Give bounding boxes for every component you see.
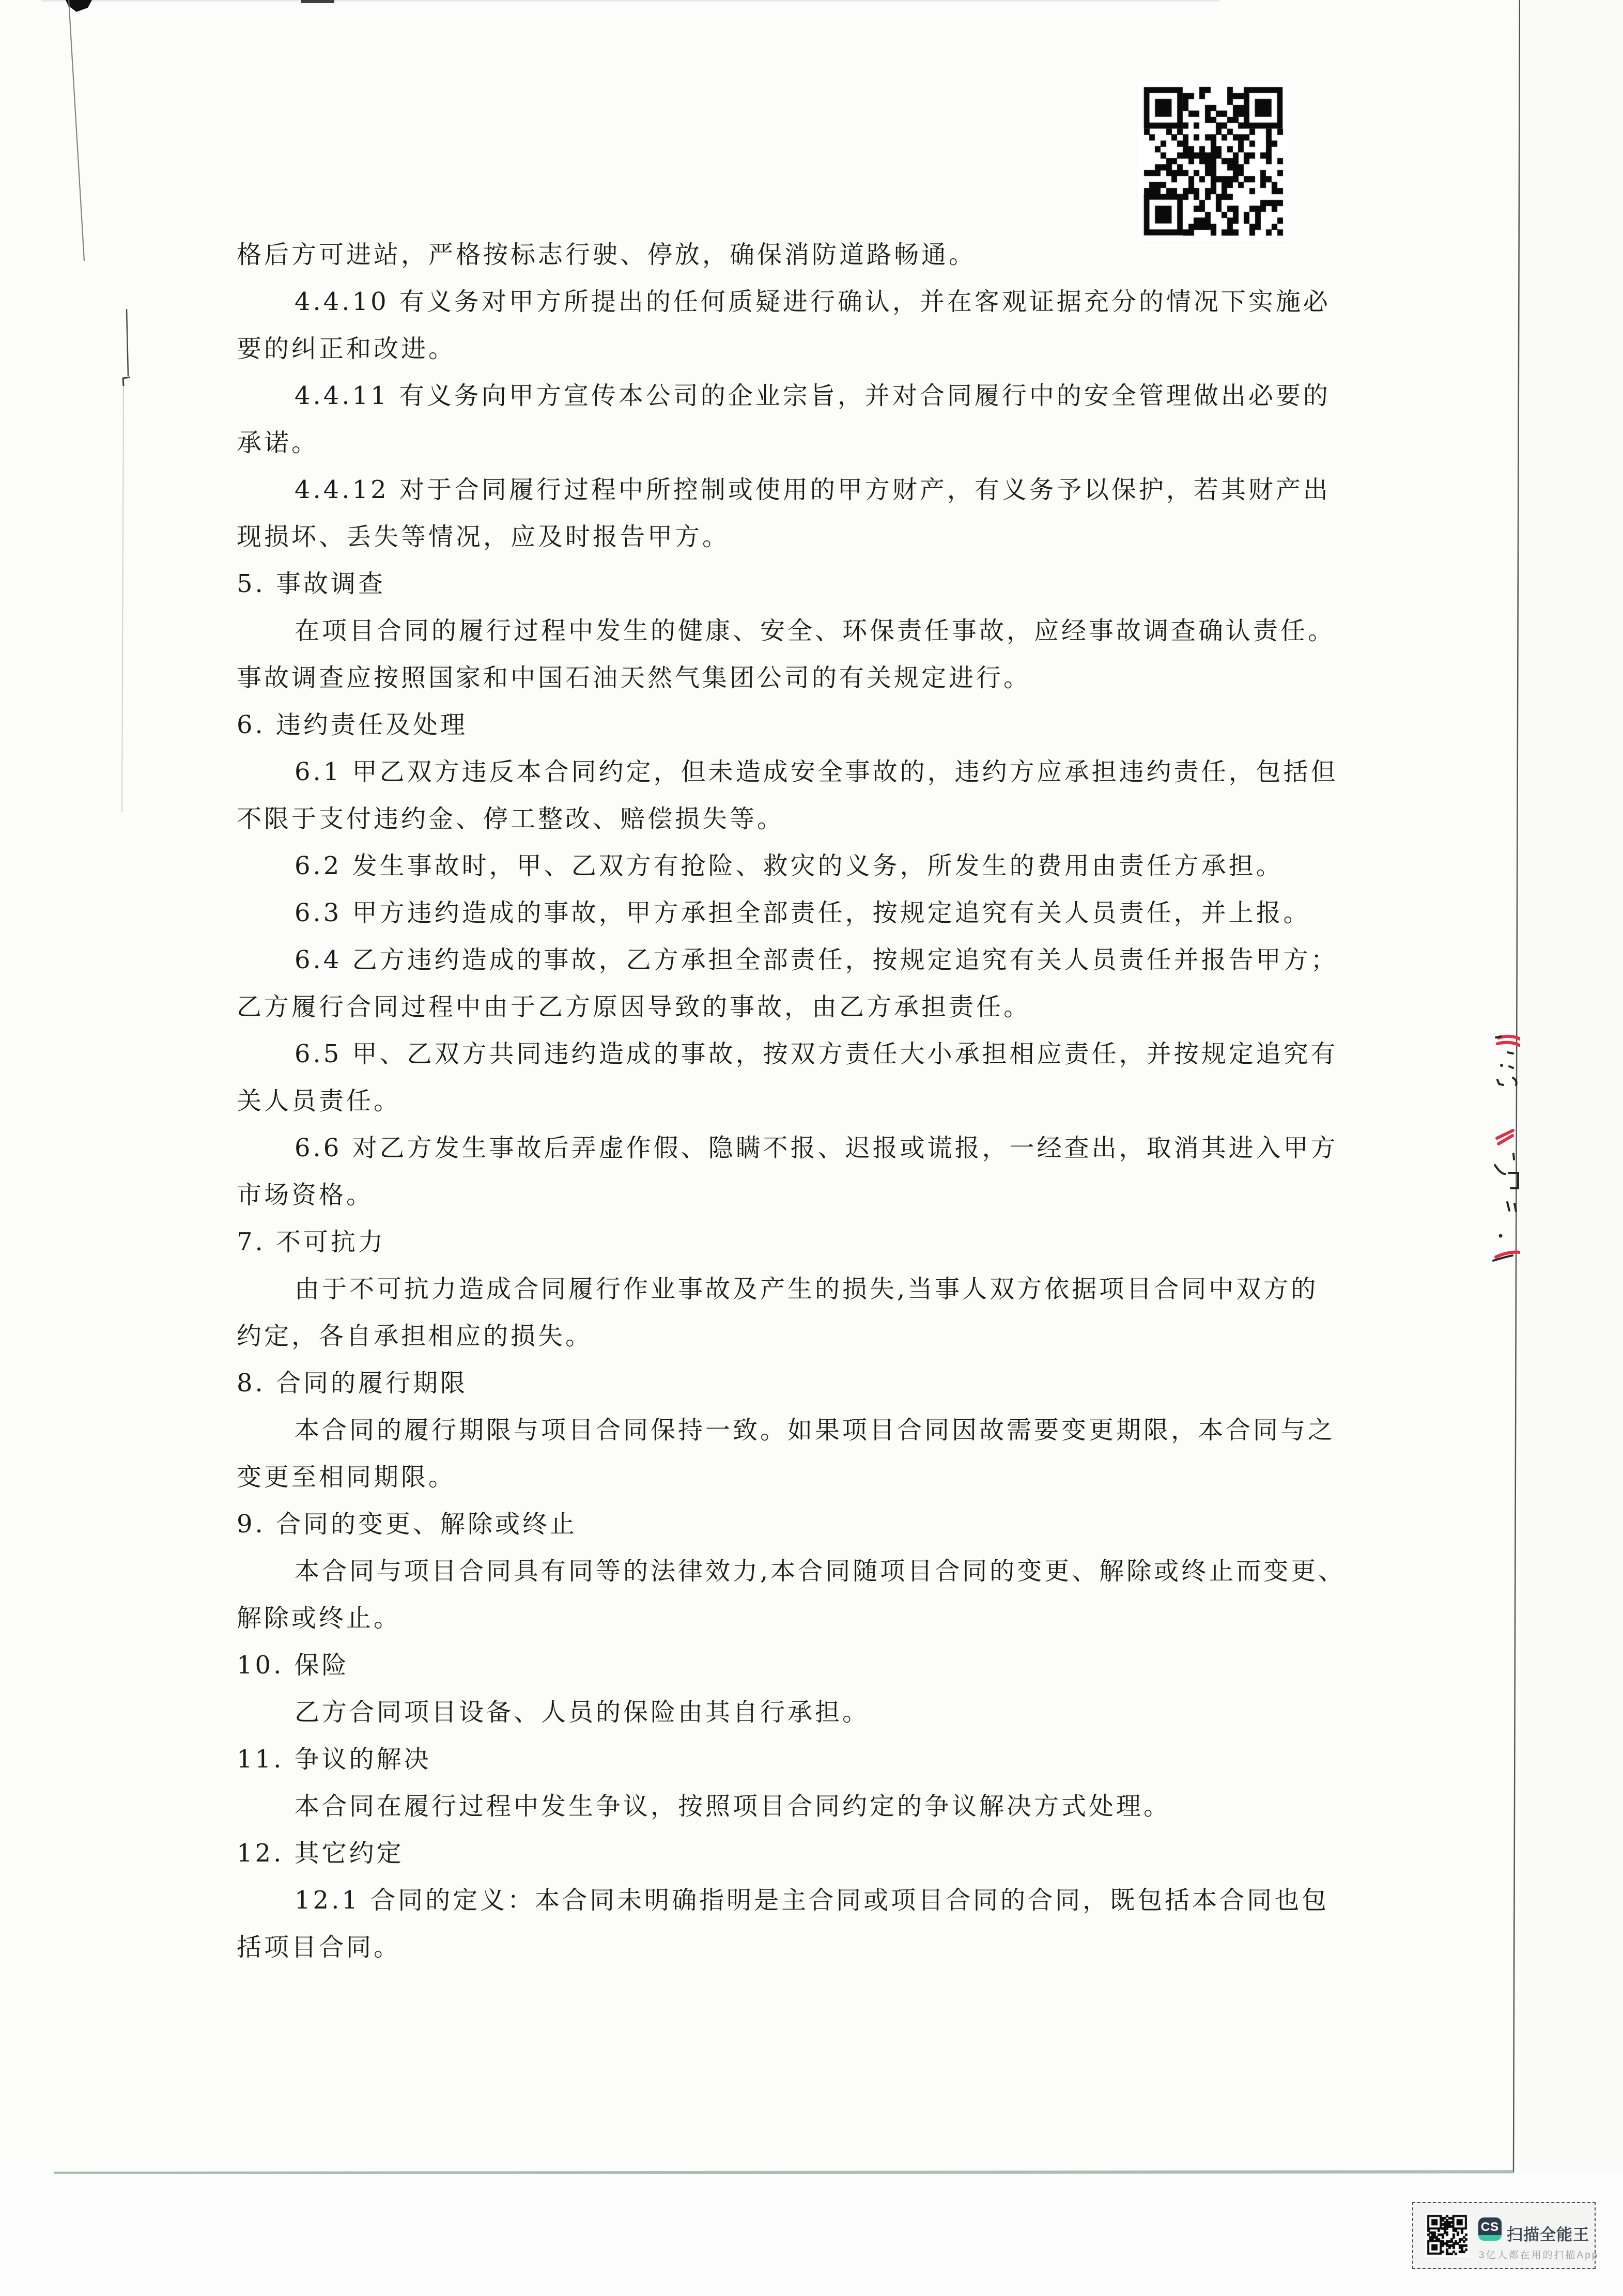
text-line: 6.1 甲乙双方违反本合同约定，但未造成安全事故的，违约方应承担违约责任，包括但	[295, 757, 1338, 786]
text-line: 要的纠正和改进。	[237, 334, 456, 363]
text-line: 由于不可抗力造成合同履行作业事故及产生的损失,当事人双方依据项目合同中双方的	[295, 1275, 1319, 1304]
text-line: 4.4.11 有义务向甲方宣传本公司的企业宗旨，并对合同履行中的安全管理做出必要的	[295, 381, 1331, 410]
text-line: 在项目合同的履行过程中发生的健康、安全、环保责任事故，应经事故调查确认责任。	[295, 616, 1336, 645]
text-line: 市场资格。	[237, 1181, 374, 1209]
text-line: 格后方可进站，严格按标志行驶、停放，确保消防道路畅通。	[237, 240, 977, 269]
text-line: 6.5 甲、乙双方共同违约造成的事故，按双方责任大小承担相应责任，并按规定追究有	[295, 1040, 1338, 1068]
text-line: 本合同的履行期限与项目合同保持一致。如果项目合同因故需要变更期限，本合同与之	[295, 1416, 1336, 1445]
text-line: 现损坏、丢失等情况，应及时报告甲方。	[237, 522, 730, 551]
text-line: 7. 不可抗力	[237, 1228, 386, 1256]
text-line: 不限于支付违约金、停工整改、赔偿损失等。	[237, 804, 785, 833]
text-line: 乙方合同项目设备、人员的保险由其自行承担。	[295, 1698, 870, 1727]
text-line: 6. 违约责任及处理	[237, 710, 468, 739]
text-line: 本合同与项目合同具有同等的法律效力,本合同随项目合同的变更、解除或终止而变更、	[295, 1557, 1346, 1586]
text-line: 5. 事故调查	[237, 569, 386, 598]
text-line: 8. 合同的履行期限	[237, 1369, 468, 1398]
camscanner-logo-icon	[1478, 2217, 1502, 2241]
text-line: 9. 合同的变更、解除或终止	[237, 1510, 578, 1539]
camscanner-logo-text: CS	[1480, 2220, 1500, 2234]
text-line: 10. 保险	[237, 1651, 349, 1680]
text-line: 解除或终止。	[237, 1604, 401, 1633]
watermark-brand-text: 扫描全能王	[1507, 2226, 1589, 2244]
text-line: 11. 争议的解决	[237, 1745, 431, 1774]
text-line: 本合同在履行过程中发生争议，按照项目合同约定的争议解决方式处理。	[295, 1792, 1171, 1821]
text-line: 关人员责任。	[237, 1087, 401, 1115]
text-line: 括项目合同。	[237, 1933, 401, 1962]
text-line: 6.3 甲方违约造成的事故，甲方承担全部责任，按规定追究有关人员责任，并上报。	[295, 898, 1311, 927]
text-line: 乙方履行合同过程中由于乙方原因导致的事故，由乙方承担责任。	[237, 992, 1031, 1021]
watermark-tagline-text: 3亿人都在用的扫描App	[1479, 2250, 1599, 2261]
qr-code	[1138, 81, 1288, 241]
text-line: 6.2 发生事故时，甲、乙双方有抢险、救灾的义务，所发生的费用由责任方承担。	[295, 851, 1284, 880]
text-line: 4.4.12 对于合同履行过程中所控制或使用的甲方财产，有义务予以保护，若其财产出	[295, 475, 1331, 504]
text-line: 12.1 合同的定义：本合同未明确指明是主合同或项目合同的合同，既包括本合同也包	[295, 1886, 1330, 1915]
scan-background-right	[1520, 0, 1623, 2296]
text-line: 承诺。	[237, 428, 319, 457]
text-line: 6.4 乙方违约造成的事故，乙方承担全部责任，按规定追究有关人员责任并报告甲方；	[295, 945, 1338, 974]
scan-background-bottom	[0, 2174, 1623, 2296]
text-line: 6.6 对乙方发生事故后弄虚作假、隐瞒不报、迟报或谎报，一经查出，取消其进入甲方	[295, 1134, 1338, 1162]
watermark-qr-icon	[1425, 2213, 1469, 2257]
text-line: 变更至相同期限。	[237, 1463, 456, 1492]
text-line: 4.4.10 有义务对甲方所提出的任何质疑进行确认，并在客观证据充分的情况下实施必	[295, 287, 1331, 316]
text-line: 12. 其它约定	[237, 1839, 404, 1868]
text-line: 事故调查应按照国家和中国石油天然气集团公司的有关规定进行。	[237, 663, 1031, 692]
camscanner-watermark	[1412, 2202, 1599, 2269]
text-line: 约定，各自承担相应的损失。	[237, 1322, 593, 1351]
